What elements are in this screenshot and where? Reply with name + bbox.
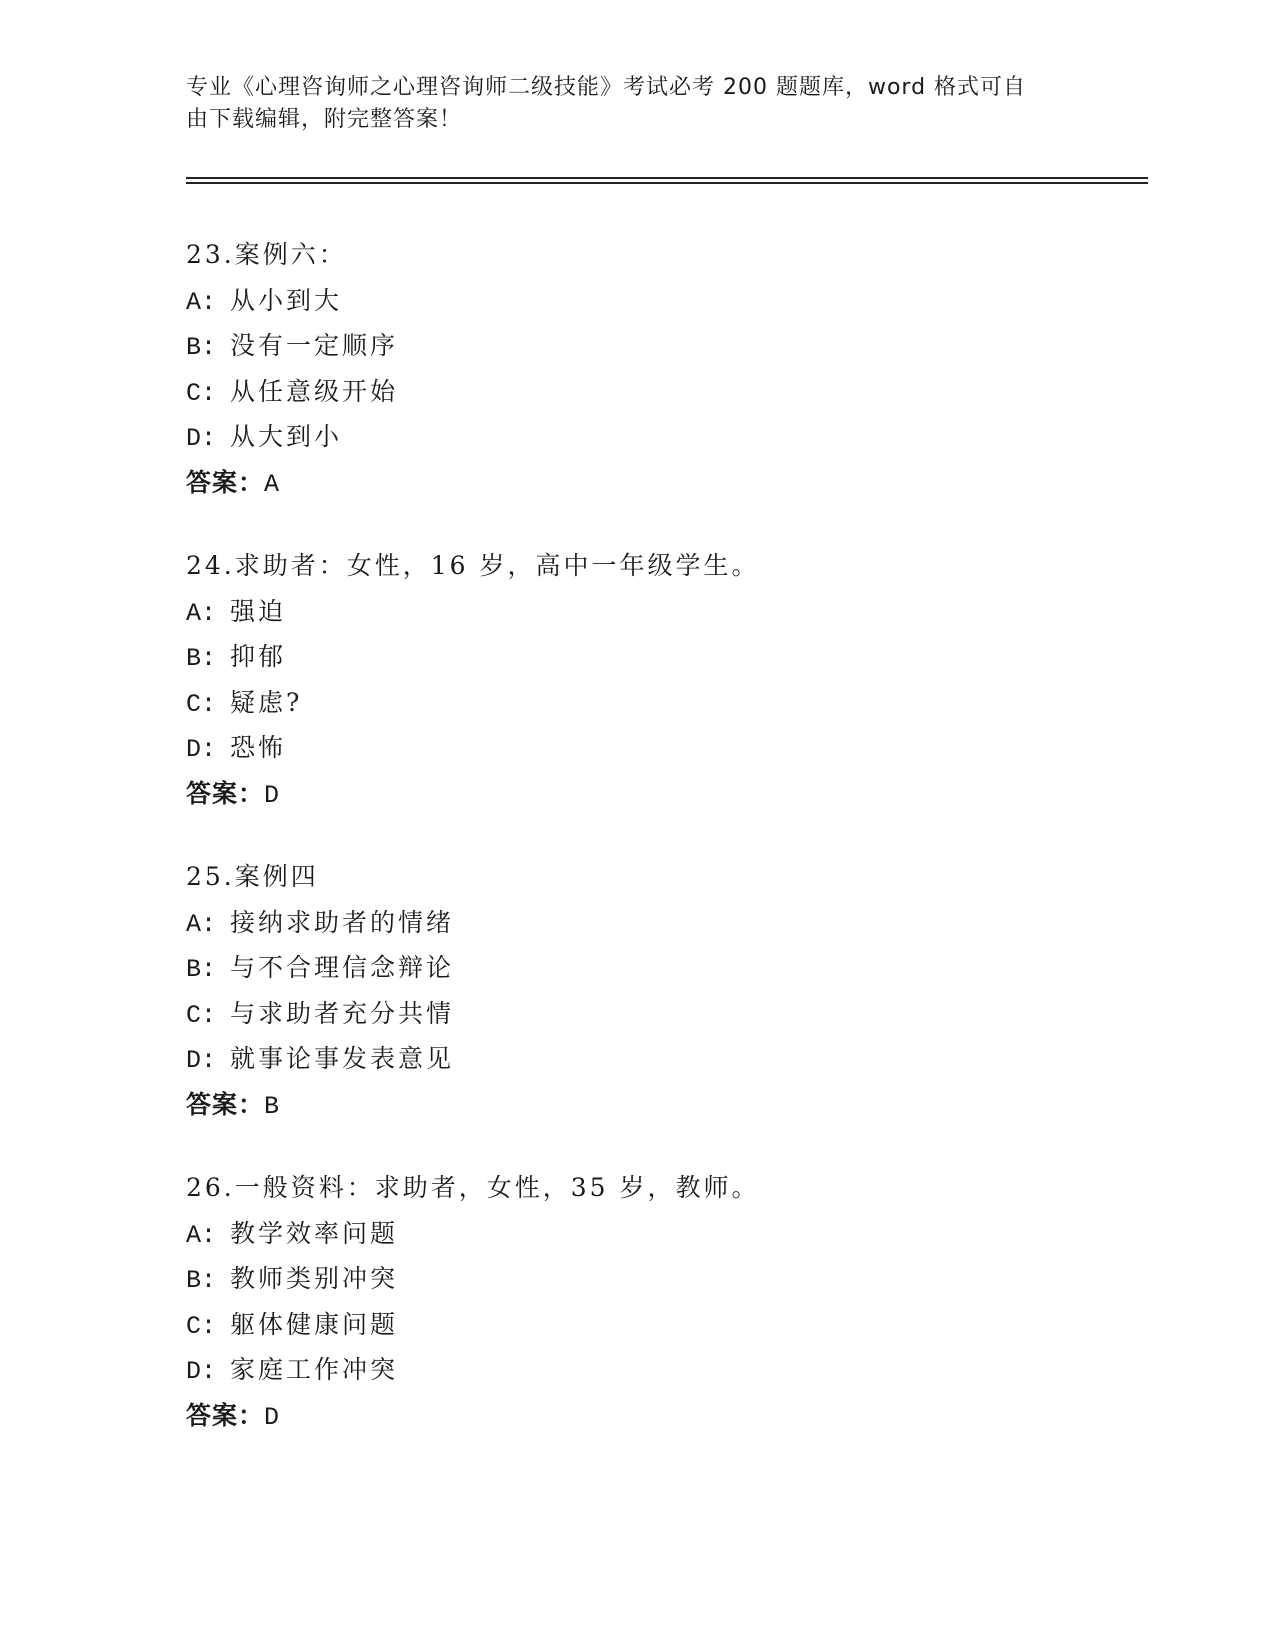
answer-label: 答案： [186,467,265,497]
option-letter: A: [186,598,217,628]
option-letter: B: [186,644,217,673]
header-divider-top [186,177,1148,179]
option-text: 没有一定顺序 [230,331,399,360]
option-a [186,1211,1086,1257]
option-letter: C: [186,1000,217,1030]
option-letter: D: [186,735,217,764]
option-a [186,278,1086,324]
question-item [186,1165,1086,1438]
option-text: 接纳求助者的情绪 [230,907,455,937]
question-item [186,543,1086,816]
option-text: 恐怖 [230,733,287,762]
answer-value: B [264,1091,281,1121]
question-list [186,232,1086,1476]
option-a [186,589,1086,635]
question-item [186,854,1086,1127]
question-item [186,232,1086,505]
option-letter: C: [186,689,217,719]
question-stem: 25.案例四 [186,862,319,891]
option-text: 强迫 [230,596,287,626]
option-text: 与不合理信念辩论 [230,953,455,982]
option-c [186,680,1086,726]
header-divider-bottom [186,182,1148,184]
option-b [186,1256,1086,1302]
option-letter: A: [186,287,217,317]
option-d [186,725,1086,771]
answer-label: 答案： [186,778,265,808]
option-letter: D: [186,1046,217,1075]
header-line-1: 专业《心理咨询师之心理咨询师二级技能》考试必考 200 题题库，word 格式可自 [186,75,1027,100]
answer-line [186,1082,1086,1128]
option-letter: D: [186,424,217,453]
option-text: 教师类别冲突 [230,1264,399,1293]
answer-value: D [264,780,281,810]
option-a [186,900,1086,946]
answer-label: 答案： [186,1089,265,1119]
option-letter: B: [186,1266,217,1295]
document-header [186,72,1066,136]
option-text: 抑郁 [230,642,287,671]
option-text: 与求助者充分共情 [230,998,455,1028]
option-letter: D: [186,1357,217,1386]
option-text: 从小到大 [230,285,343,315]
answer-line [186,1393,1086,1439]
question-stem: 26.一般资料：求助者，女性，35 岁，教师。 [186,1173,760,1202]
option-text: 家庭工作冲突 [230,1355,399,1384]
option-letter: B: [186,955,217,984]
option-text: 教学效率问题 [230,1218,399,1248]
question-stem: 24.求助者：女性，16 岁，高中一年级学生。 [186,551,760,580]
option-text: 就事论事发表意见 [230,1044,455,1073]
option-c [186,1302,1086,1348]
answer-line [186,771,1086,817]
option-d [186,1347,1086,1393]
header-line-2: 由下载编辑，附完整答案！ [186,107,463,132]
option-letter: C: [186,1311,217,1341]
answer-value: D [264,1402,281,1432]
answer-line [186,460,1086,506]
option-letter: C: [186,378,217,408]
option-letter: A: [186,909,217,939]
option-b [186,945,1086,991]
option-text: 从大到小 [230,422,343,451]
option-d [186,1036,1086,1082]
option-b [186,323,1086,369]
option-text: 从任意级开始 [230,376,399,406]
question-stem: 23.案例六： [186,240,347,269]
option-c [186,991,1086,1037]
answer-label: 答案： [186,1400,265,1430]
option-letter: B: [186,333,217,362]
answer-value: A [264,469,281,499]
option-letter: A: [186,1220,217,1250]
option-text: 疑虑? [230,687,303,717]
option-text: 躯体健康问题 [230,1309,399,1339]
option-d [186,414,1086,460]
option-c [186,369,1086,415]
option-b [186,634,1086,680]
